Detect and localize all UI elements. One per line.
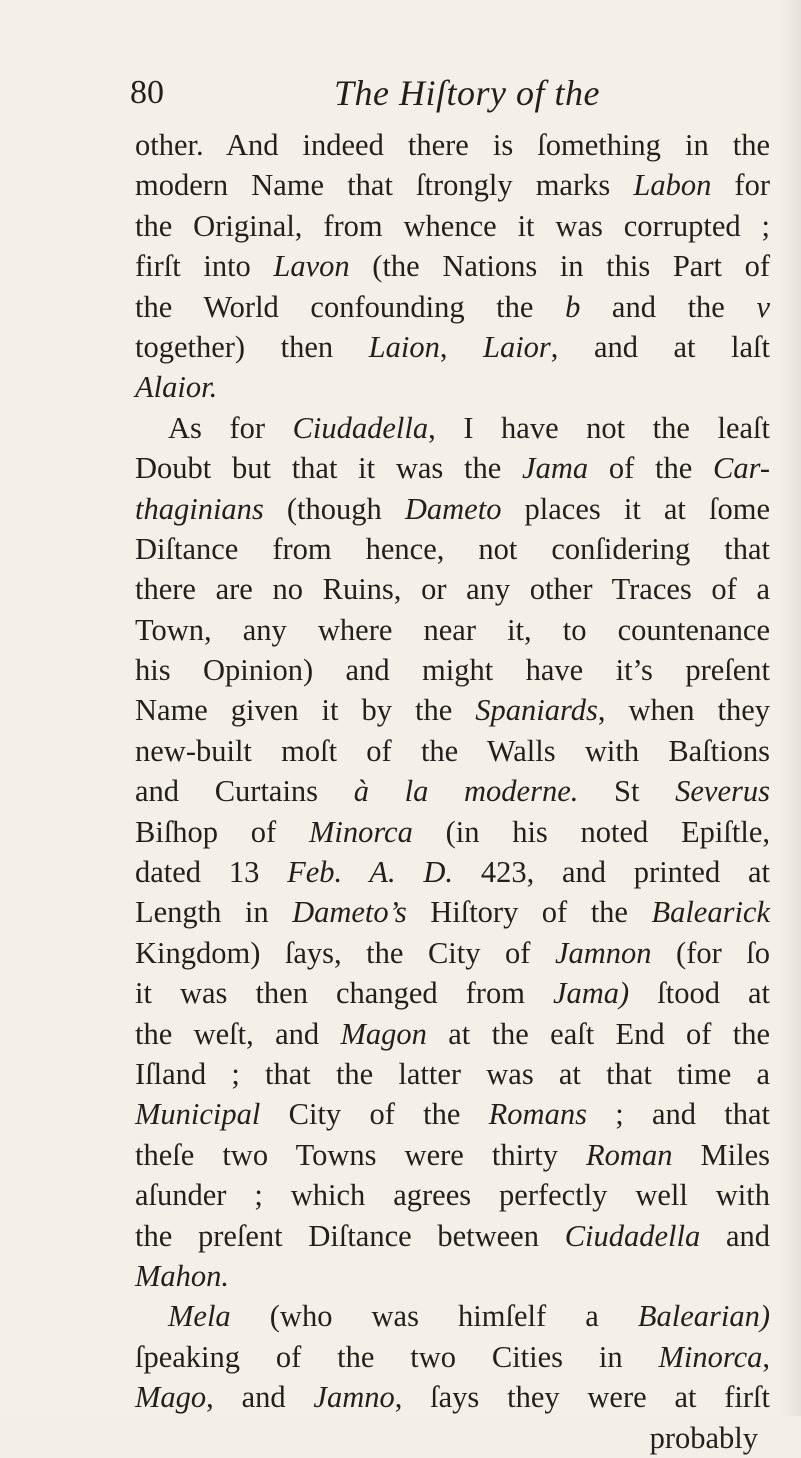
text-line: other. And indeed there is ſomething in the	[135, 128, 770, 162]
text-line: his Opinion) and might have it’s preſent	[135, 653, 770, 688]
page-header	[130, 70, 690, 116]
text-line: Length in Dameto’s Hiſtory of the Balearick	[135, 895, 770, 930]
text-line: new-built moſt of the Walls with Baſtions	[135, 733, 770, 768]
text-line: the Original, from whence it was corrupted ;	[135, 208, 770, 243]
text-line: and Curtains à la moderne. St Severus	[135, 774, 770, 809]
text-line: firſt into Lavon (the Nations in this Part of	[135, 249, 770, 284]
text-line: As for Ciudadella, I have not the leaſt	[168, 410, 770, 445]
text-line: Iſland ; that the latter was at that time a	[135, 1056, 770, 1091]
text-line: it was then changed from Jama) ſtood at	[135, 976, 770, 1011]
text-line: Name given it by the Spaniards, when they	[135, 693, 771, 728]
text-line: Kingdom) ſays, the City of Jamnon (for ſo	[135, 935, 770, 970]
body-text	[135, 125, 770, 1458]
running-title: The Hiſtory of the	[334, 73, 600, 113]
text-line: Town, any where near it, to countenance	[135, 612, 770, 647]
text-line: theſe two Towns were thirty Roman Miles	[135, 1137, 770, 1172]
text-line: Biſhop of Minorca (in his noted Epiſtle,	[135, 814, 770, 849]
text-line: modern Name that ſtrongly marks Labon for	[135, 168, 770, 203]
text-line: the World confounding the b and the v	[135, 289, 770, 324]
text-line: together) then Laion, Laior, and at laſt	[135, 329, 770, 364]
text-line: Mago, and Jamno, ſays they were at firſt	[135, 1380, 770, 1415]
text-line: dated 13 Feb. A. D. 423, and printed at	[135, 855, 770, 890]
page-number: 80	[130, 74, 164, 111]
text-line: Alaior.	[135, 370, 218, 405]
text-line: Mela (who was himſelf a Balearian)	[168, 1299, 770, 1334]
text-line: the preſent Diſtance between Ciudadella and	[135, 1218, 770, 1253]
text-line: Diſtance from hence, not conſidering that	[135, 531, 770, 566]
text-line: ſpeaking of the two Cities in Minorca,	[135, 1339, 770, 1374]
text-line: aſunder ; which agrees perfectly well with	[135, 1178, 770, 1213]
catchword: probably	[649, 1420, 758, 1455]
text-line: Municipal City of the Romans ; and that	[135, 1097, 770, 1132]
text-line: the weſt, and Magon at the eaſt End of the	[135, 1016, 770, 1051]
text-line: there are no Ruins, or any other Traces of a	[135, 572, 770, 607]
text-line: Doubt but that it was the Jama of the Car-	[135, 451, 771, 486]
text-line: Mahon.	[135, 1258, 230, 1293]
page-edge-shadow	[779, 0, 801, 1416]
text-line: thaginians (though Dameto places it at ſome	[135, 491, 770, 526]
